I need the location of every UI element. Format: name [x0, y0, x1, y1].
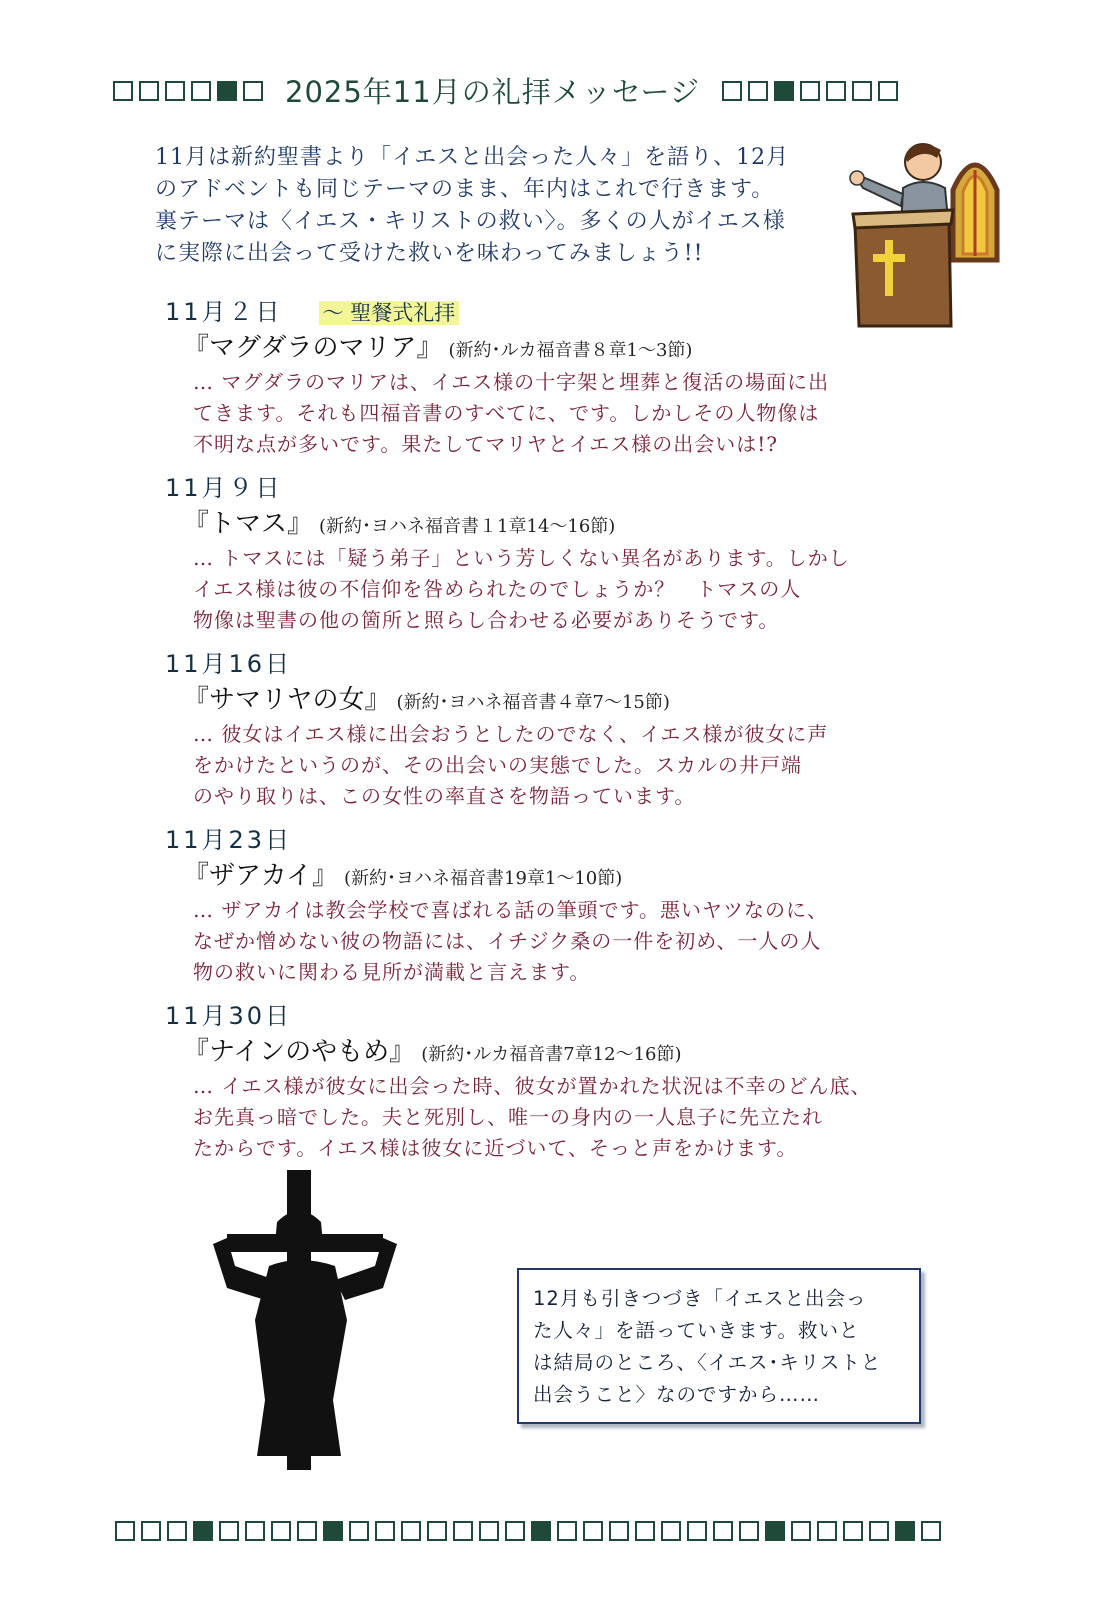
- square-decor: [869, 1521, 889, 1541]
- square-decor: [817, 1521, 837, 1541]
- desc-line: 物像は聖書の他の箇所と照らし合わせる必要がありそうです。: [193, 608, 780, 632]
- desc-line: … ザアカイは教会学校で喜ばれる話の筆頭です。悪いヤツなのに、: [193, 898, 828, 922]
- square-decor: [427, 1521, 447, 1541]
- sermon-date: [165, 295, 925, 329]
- square-decor: [557, 1521, 577, 1541]
- intro-line: に実際に出会って受けた救いを味わってみましょう!!: [155, 241, 704, 266]
- sermon-date: 11月９日: [165, 474, 283, 502]
- desc-line: お先真っ暗でした。夫と死別し、唯一の身内の一人息子に先立たれ: [193, 1105, 823, 1129]
- square-decor: [139, 81, 159, 101]
- square-decor: [921, 1521, 941, 1541]
- square-decor: [401, 1521, 421, 1541]
- sermon-description: [193, 367, 921, 460]
- square-decor: [739, 1521, 759, 1541]
- square-decor: [852, 81, 872, 101]
- scripture-reference: (新約･ルカ福音書８章1〜3節): [448, 340, 693, 361]
- sermon-entry: [165, 647, 925, 812]
- sermon-description: [193, 719, 921, 812]
- sermon-title: 『マグダラのマリア』: [183, 333, 443, 363]
- desc-line: … 彼女はイエス様に出会おうとしたのでなく、イエス様が彼女に声: [193, 722, 829, 746]
- note-line: た人々」を語っていきます。救いと: [533, 1319, 860, 1342]
- footer-decor: [115, 1521, 941, 1541]
- header-row: [113, 70, 983, 111]
- square-decor: [609, 1521, 629, 1541]
- sermon-title: 『トマス』: [183, 509, 314, 539]
- date-text: 11月２日: [165, 298, 283, 326]
- square-decor: [141, 1521, 161, 1541]
- square-decor: [661, 1521, 681, 1541]
- filled-square-decor: [774, 81, 794, 101]
- sermon-title: 『ザアカイ』: [183, 861, 338, 891]
- square-decor: [583, 1521, 603, 1541]
- filled-square-decor: [895, 1521, 915, 1541]
- communion-tag: 〜 聖餐式礼拝: [319, 301, 460, 325]
- desc-line: 不明な点が多いです。果たしてマリヤとイエス様の出会いは!?: [193, 432, 778, 456]
- desc-line: のやり取りは、この女性の率直さを物語っています。: [193, 784, 696, 808]
- sermon-description: [193, 895, 921, 988]
- square-decor: [826, 81, 846, 101]
- sermon-entry: [165, 471, 925, 636]
- desc-line: をかけたというのが、その出会いの実態でした。スカルの井戸端: [193, 753, 802, 777]
- square-decor: [271, 1521, 291, 1541]
- square-decor: [191, 81, 211, 101]
- intro-line: のアドベントも同じテーマのまま、年内はこれで行きます。: [155, 177, 775, 202]
- header-left-decor: [113, 81, 263, 101]
- intro-line: 11月は新約聖書より「イエスと出会った人々」を語り、12月: [155, 145, 790, 170]
- note-line: 出会うこと〉なのですから……: [533, 1383, 821, 1406]
- square-decor: [453, 1521, 473, 1541]
- filled-square-decor: [217, 81, 237, 101]
- square-decor: [165, 81, 185, 101]
- note-line: 12月も引きつづき「イエスと出会っ: [533, 1287, 867, 1310]
- scripture-reference: (新約･ヨハネ福音書１1章14〜16節): [319, 516, 616, 537]
- desc-line: たからです。イエス様は彼女に近づいて、そっと声をかけます。: [193, 1136, 798, 1160]
- scripture-reference: (新約･ヨハネ福音書４章7〜15節): [396, 692, 670, 713]
- jesus-cross-silhouette: [205, 1170, 405, 1470]
- square-decor: [878, 81, 898, 101]
- square-decor: [713, 1521, 733, 1541]
- sermon-date: 11月23日: [165, 826, 293, 854]
- square-decor: [245, 1521, 265, 1541]
- desc-line: … マグダラのマリアは、イエス様の十字架と埋葬と復活の場面に出: [193, 370, 830, 394]
- square-decor: [748, 81, 768, 101]
- desc-line: なぜか憎めない彼の物語には、イチジク桑の一件を初め、一人の人: [193, 929, 822, 953]
- sermon-description: [193, 1071, 921, 1164]
- sermon-title: 『サマリヤの女』: [183, 685, 391, 715]
- square-decor: [687, 1521, 707, 1541]
- square-decor: [375, 1521, 395, 1541]
- sermon-title-line: [183, 505, 925, 543]
- scripture-reference: (新約･ヨハネ福音書19章1〜10節): [343, 868, 623, 889]
- page-title: 2025年11月の礼拝メッセージ: [285, 75, 700, 109]
- sermon-title-line: [183, 1033, 925, 1071]
- square-decor: [800, 81, 820, 101]
- desc-line: 物の救いに関わる見所が満載と言えます。: [193, 960, 591, 984]
- sermon-description: [193, 543, 921, 636]
- sermon-title-line: [183, 857, 925, 895]
- sermon-title: 『ナインのやもめ』: [183, 1037, 416, 1067]
- filled-square-decor: [765, 1521, 785, 1541]
- desc-line: てきます。それも四福音書のすべてに、です。しかしその人物像は: [193, 401, 820, 425]
- filled-square-decor: [193, 1521, 213, 1541]
- desc-line: イエス様は彼の不信仰を咎められたのでしょうか？ トマスの人: [193, 577, 802, 601]
- filled-square-decor: [531, 1521, 551, 1541]
- sermon-entry: [165, 295, 925, 460]
- square-decor: [722, 81, 742, 101]
- sermon-entry: [165, 999, 925, 1164]
- desc-line: … イエス様が彼女に出会った時、彼女が置かれた状況は不幸のどん底、: [193, 1074, 872, 1098]
- sermon-title-line: [183, 329, 925, 367]
- square-decor: [791, 1521, 811, 1541]
- square-decor: [479, 1521, 499, 1541]
- header-right-decor: [722, 81, 898, 101]
- square-decor: [167, 1521, 187, 1541]
- square-decor: [113, 81, 133, 101]
- sermon-entry: [165, 823, 925, 988]
- square-decor: [635, 1521, 655, 1541]
- note-line: は結局のところ、〈イエス･キリストと: [533, 1351, 882, 1374]
- sermon-title-line: [183, 681, 925, 719]
- square-decor: [115, 1521, 135, 1541]
- sermon-date: 11月30日: [165, 1002, 293, 1030]
- intro-paragraph: [155, 142, 845, 270]
- filled-square-decor: [323, 1521, 343, 1541]
- desc-line: … トマスには「疑う弟子」という芳しくない異名があります。しかし: [193, 546, 850, 570]
- square-decor: [505, 1521, 525, 1541]
- square-decor: [243, 81, 263, 101]
- square-decor: [297, 1521, 317, 1541]
- square-decor: [843, 1521, 863, 1541]
- scripture-reference: (新約･ルカ福音書7章12〜16節): [421, 1044, 682, 1065]
- december-note: [517, 1268, 921, 1424]
- square-decor: [349, 1521, 369, 1541]
- sermon-date: 11月16日: [165, 650, 293, 678]
- square-decor: [219, 1521, 239, 1541]
- intro-line: 裏テーマは〈イエス・キリストの救い〉。多くの人がイエス様: [155, 209, 786, 234]
